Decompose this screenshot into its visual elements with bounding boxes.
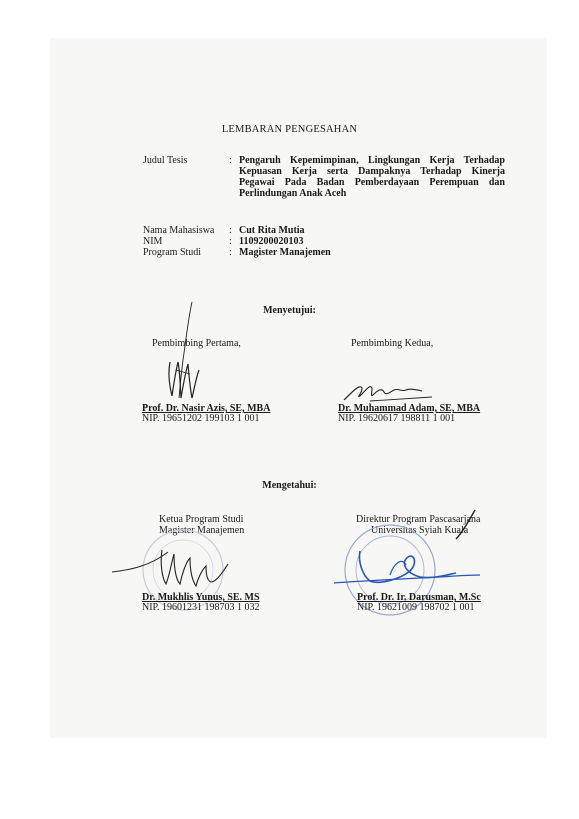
nama-value: Cut Rita Mutia [239,225,305,236]
nim-label: NIM [143,236,163,247]
supervisor2-name: Dr. Muhammad Adam, SE, MBA [338,403,481,414]
judul-colon: : [229,155,232,166]
supervisor2-signature [340,380,440,404]
supervisor2-role: Pembimbing Kedua, [351,338,434,349]
judul-label: Judul Tesis [143,155,188,166]
thesis-title-value: Pengaruh Kepemimpinan, Lingkungan Kerja Terhadap Kepuasan Kerja serta Dampaknya Terhadap Kinerja Pegawai Pada Badan Pemberdayaan Perempuan dan Perlindungan Anak Aceh [239,155,505,199]
approval-heading: Menyetujui: [263,305,316,316]
supervisor1-role: Pembimbing Pertama, [152,338,241,349]
director-name: Prof. Dr. Ir. Darusman, M.Sc [357,592,481,603]
director-nip: NIP. 19621009 198702 1 001 [357,602,475,613]
nama-label: Nama Mahasiswa [143,225,215,236]
nim-colon: : [229,236,232,247]
supervisor1-name: Prof. Dr. Nasir Azis, SE, MBA [142,403,271,414]
nama-colon: : [229,225,232,236]
director-role-line2: Universitas Syiah Kuala [371,525,469,536]
supervisor2-nip: NIP. 19620617 198811 1 001 [338,413,456,424]
acknowledgement-heading: Mengetahui: [262,480,317,491]
head-role-line2: Magister Manajemen [159,525,245,536]
nim-value: 1109200020103 [239,236,304,247]
document-sheet [50,38,547,738]
supervisor1-nip: NIP. 19651202 199103 1 001 [142,413,260,424]
document-title: LEMBARAN PENGESAHAN [221,124,358,135]
supervisor1-signature [150,300,230,410]
prodi-colon: : [229,247,232,258]
head-name: Dr. Mukhlis Yunus, SE. MS [142,592,260,603]
head-signature [110,540,240,590]
prodi-value: Magister Manajemen [239,247,331,258]
director-signature [330,505,490,595]
director-role-line1: Direktur Program Pascasarjana [356,514,481,525]
head-role-line1: Ketua Program Studi [159,514,244,525]
head-nip: NIP. 19601231 198703 1 032 [142,602,260,613]
prodi-label: Program Studi [143,247,202,258]
